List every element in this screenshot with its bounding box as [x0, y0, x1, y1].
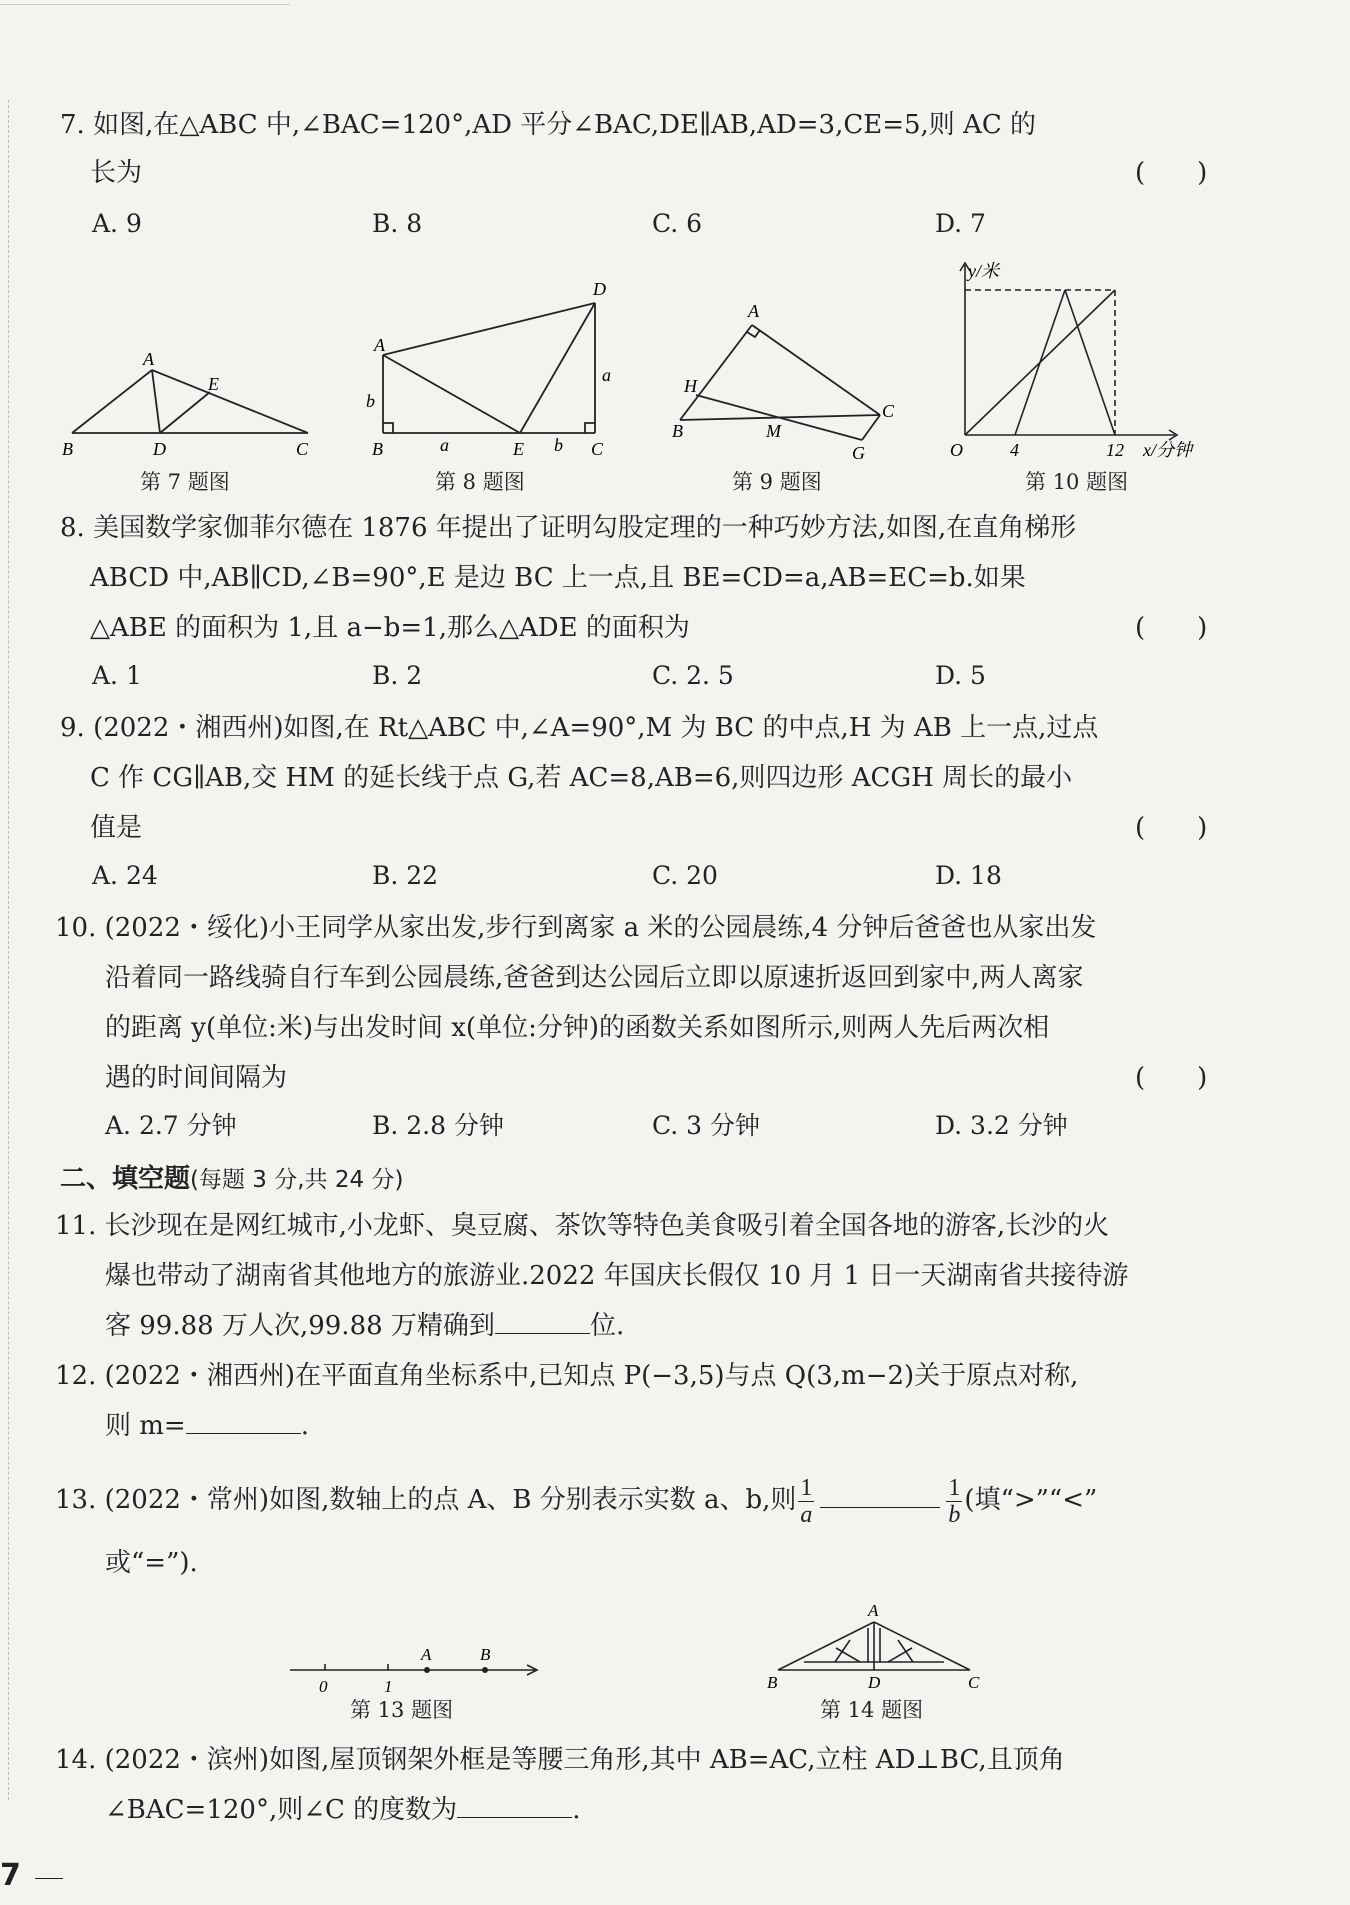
section-note: (每题 3 分,共 24 分): [190, 1167, 404, 1193]
top-rule: [0, 4, 290, 5]
q8-line3: △ABE 的面积为 1,且 a−b=1,那么△ADE 的面积为: [90, 613, 690, 643]
q8-line1: 8. 美国数学家伽菲尔德在 1876 年提出了证明勾股定理的一种巧妙方法,如图,在直角梯形: [60, 513, 1077, 543]
q8-answer-paren: ( ): [1135, 613, 1208, 643]
fig13-point-b: [482, 1667, 488, 1673]
fig10-caption: 第 10 题图: [1025, 470, 1129, 494]
q9-line2: C 作 CG∥AB,交 HM 的延长线于点 G,若 AC=8,AB=6,则四边形 ACGH 周长的最小: [90, 763, 1073, 793]
q13-line2: 或“=”).: [105, 1548, 198, 1578]
fig8-label-c: C: [591, 439, 604, 459]
fig10-y-label: y/米: [968, 261, 999, 281]
fig7-caption: 第 7 题图: [140, 470, 230, 494]
fig8-label-b: B: [372, 439, 383, 459]
fig9-label-b: B: [672, 421, 683, 441]
fig8-label-b-side: b: [366, 391, 375, 411]
fig14-label-c: C: [968, 1673, 980, 1692]
q9-choice-b: B. 22: [372, 861, 439, 890]
q10-choice-a: A. 2.7 分钟: [105, 1111, 237, 1140]
q10-line2: 沿着同一路线骑自行车到公园晨练,爸爸到达公园后立即以原速折返回到家中,两人离家: [105, 963, 1084, 993]
q9-choice-d: D. 18: [935, 861, 1002, 890]
q12-answer-blank[interactable]: [186, 1433, 301, 1434]
fig10-tick-12: 12: [1106, 440, 1124, 460]
fig14-label-b: B: [767, 1673, 778, 1692]
fig13-label-1: 1: [384, 1677, 393, 1696]
q8-choice-b: B. 2: [372, 661, 423, 690]
q14-answer-blank[interactable]: [457, 1817, 572, 1818]
q10-choice-c: C. 3 分钟: [652, 1111, 760, 1140]
q9-choice-c: C. 20: [652, 861, 718, 890]
q10-line4: 遇的时间间隔为: [105, 1063, 288, 1093]
fig8-label-a: A: [374, 335, 385, 355]
fig14-label-a: A: [868, 1601, 879, 1620]
q10-line1: 10. (2022・绥化)小王同学从家出发,步行到离家 a 米的公园晨练,4 分钟后爸爸也从家出发: [55, 913, 1097, 943]
fig13-label-0: 0: [319, 1677, 328, 1696]
q9-choice-a: A. 24: [92, 861, 158, 890]
q10-line3: 的距离 y(单位:米)与出发时间 x(单位:分钟)的函数关系如图所示,则两人先后两次相: [105, 1013, 1050, 1043]
q7-line2: 长为: [90, 158, 143, 188]
fig10-graph: [960, 263, 1177, 440]
fig14-truss: [778, 1622, 970, 1670]
fig7-triangle: [72, 370, 308, 433]
fig9-label-m: M: [766, 421, 781, 441]
q9-line3: 值是: [90, 813, 143, 843]
fig8-label-e: E: [513, 439, 524, 459]
q7-choice-d: D. 7: [935, 209, 986, 238]
fig10-origin: O: [950, 440, 963, 460]
q11-line3: 客 99.88 万人次,99.88 万精确到 位.: [105, 1311, 625, 1341]
q8-choice-d: D. 5: [935, 661, 986, 690]
q11-answer-blank[interactable]: [495, 1333, 590, 1334]
q7-choice-c: C. 6: [652, 209, 703, 238]
fig8-label-a-bottom: a: [440, 435, 449, 455]
fig13-number-line: [290, 1664, 537, 1675]
fig7-label-c: C: [296, 439, 309, 459]
fig14-caption: 第 14 题图: [820, 1698, 924, 1722]
fig9-label-a: A: [748, 301, 759, 321]
q13-fraction-1a: $\frac{1}{a}$: [800, 1474, 813, 1528]
fig9-label-g: G: [852, 443, 865, 463]
q7-answer-paren: ( ): [1135, 158, 1208, 188]
q14-line2: ∠BAC=120°,则∠C 的度数为 .: [105, 1795, 581, 1825]
fig9-label-h: H: [684, 376, 697, 396]
fig7-label-b: B: [62, 439, 73, 459]
fig8-trapezoid: [383, 303, 595, 433]
q7-choice-b: B. 8: [372, 209, 423, 238]
q10-answer-paren: ( ): [1135, 1063, 1208, 1093]
fig9-caption: 第 9 题图: [732, 470, 822, 494]
q13-fraction-1b: $\frac{1}{b}$: [948, 1474, 961, 1528]
q13-line1: 13. (2022・常州)如图,数轴上的点 A、B 分别表示实数 a、b,则 $\frac{1}{a}$ $\frac{1}{b}$ (填“>”“<”: [55, 1474, 1098, 1528]
page-number-dash: [35, 1878, 63, 1879]
fig10-x-label: x/分钟: [1143, 440, 1192, 460]
q12-line1: 12. (2022・湘西州)在平面直角坐标系中,已知点 P(−3,5)与点 Q(3,m−2)关于原点对称,: [55, 1361, 1079, 1391]
fig7-label-a: A: [143, 349, 154, 369]
fig13-label-a: A: [421, 1645, 432, 1664]
q11-line2: 爆也带动了湖南省其他地方的旅游业.2022 年国庆长假仅 10 月 1 日一天湖南省共接待游: [105, 1261, 1129, 1291]
fig14-label-d: D: [868, 1673, 881, 1692]
page-number: 7: [0, 1858, 21, 1893]
fig9-label-c: C: [882, 401, 895, 421]
q14-line1: 14. (2022・滨州)如图,屋顶钢架外框是等腰三角形,其中 AB=AC,立柱 AD⊥BC,且顶角: [55, 1745, 1065, 1775]
fig8-label-d: D: [593, 279, 606, 299]
fig7-label-d: D: [153, 439, 166, 459]
q10-choice-b: B. 2.8 分钟: [372, 1111, 504, 1140]
fig7-label-e: E: [208, 374, 219, 394]
q9-answer-paren: ( ): [1135, 813, 1208, 843]
q8-line2: ABCD 中,AB∥CD,∠B=90°,E 是边 BC 上一点,且 BE=CD=a,AB=EC=b.如果: [90, 563, 1026, 593]
fig13-label-b: B: [480, 1645, 491, 1664]
section-title: 二、填空题(每题 3 分,共 24 分): [60, 1164, 404, 1194]
fig13-point-a: [424, 1667, 430, 1673]
fig8-label-b-bottom: b: [554, 435, 563, 455]
fig13-caption: 第 13 题图: [350, 1698, 454, 1722]
q7-choice-a: A. 9: [92, 209, 142, 238]
fig10-tick-4: 4: [1010, 440, 1019, 460]
q11-line1: 11. 长沙现在是网红城市,小龙虾、臭豆腐、茶饮等特色美食吸引着全国各地的游客,长沙的火: [55, 1211, 1110, 1241]
q7-line1: 7. 如图,在△ABC 中,∠BAC=120°,AD 平分∠BAC,DE∥AB,AD=3,CE=5,则 AC 的: [60, 110, 1037, 140]
q8-choice-a: A. 1: [92, 661, 142, 690]
q10-choice-d: D. 3.2 分钟: [935, 1111, 1068, 1140]
q12-line2: 则 m= .: [105, 1411, 309, 1441]
fig8-label-a-side: a: [602, 365, 611, 385]
q9-line1: 9. (2022・湘西州)如图,在 Rt△ABC 中,∠A=90°,M 为 BC 的中点,H 为 AB 上一点,过点: [60, 713, 1099, 743]
q13-answer-blank[interactable]: [820, 1507, 940, 1508]
q8-choice-c: C. 2. 5: [652, 661, 734, 690]
fig8-caption: 第 8 题图: [435, 470, 525, 494]
figures-row2: [0, 1600, 1350, 1740]
